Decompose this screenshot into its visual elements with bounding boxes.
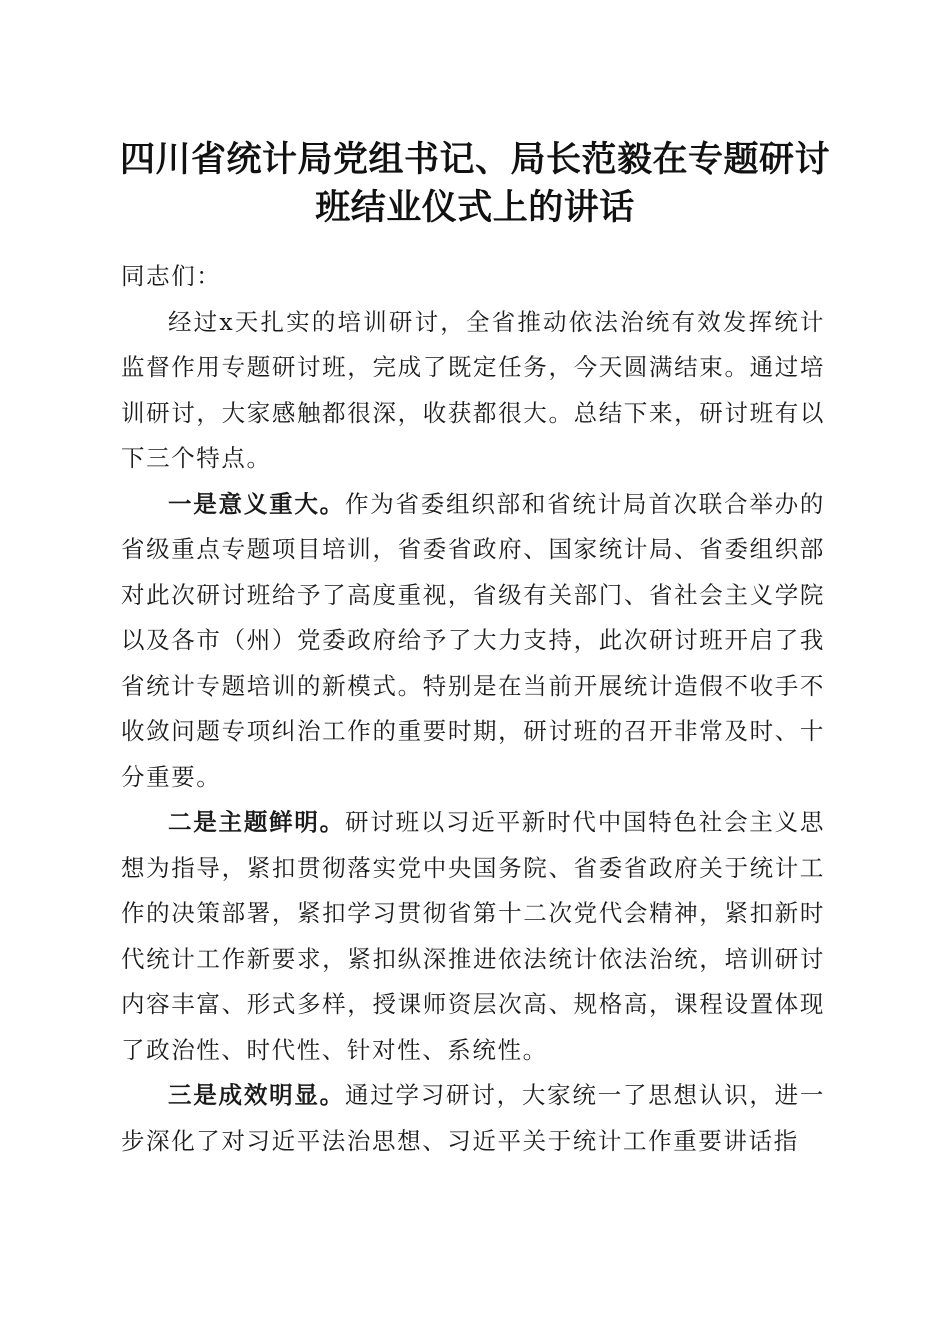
title-line-1: 四川省统计局党组书记、局长范毅在专题研讨 [119, 139, 830, 180]
salutation: 同志们： [121, 262, 222, 290]
paragraph-text: 研讨班以习近平新时代中国特色社会主义思想为指导，紧扣贯彻落实党中央国务院、省委省政府关于统计工作的决策部署，紧扣学习贯彻省第十二次党代会精神，紧扣新时代统计工作新要求，紧扣纵深推进依法统计依法治统，培训研讨内容丰富、形式多样，授课师资层次高、规格高，课程设置体现了政治性、时代性、针对性、系统性。 [121, 808, 825, 1064]
paragraph-point-1 [121, 482, 825, 801]
paragraph-text: 通过学习研讨，大家统一了思想认识，进一步深化了对习近平法治思想、习近平关于统计工作重要讲话指 [121, 1081, 825, 1155]
document-body [121, 254, 825, 1164]
paragraph-point-2 [121, 800, 825, 1073]
paragraph-lead: 三是成效明显。 [168, 1081, 345, 1109]
paragraph-text: 作为省委组织部和省统计局首次联合举办的省级重点专题项目培训，省委省政府、国家统计局、省委组织部对此次研讨班给予了高度重视，省级有关部门、省社会主义学院以及各市（州）党委政府给予了大力支持，此次研讨班开启了我省统计专题培训的新模式。特别是在当前开展统计造假不收手不收敛问题专项纠治工作的重要时期，研讨班的召开非常及时、十分重要。 [121, 489, 825, 791]
document-title [110, 136, 840, 232]
paragraph-lead: 一是意义重大。 [168, 489, 345, 518]
title-line-2: 班结业仪式上的讲话 [315, 187, 635, 228]
paragraph-lead: 二是主题鲜明。 [168, 808, 345, 836]
paragraph-intro [121, 300, 825, 482]
paragraph-text: 经过x天扎实的培训研讨，全省推动依法治统有效发挥统计监督作用专题研讨班，完成了既定任务，今天圆满结束。通过培训研讨，大家感触都很深，收获都很大。总结下来，研讨班有以下三个特点。 [121, 307, 825, 472]
paragraph-point-3 [121, 1073, 825, 1164]
